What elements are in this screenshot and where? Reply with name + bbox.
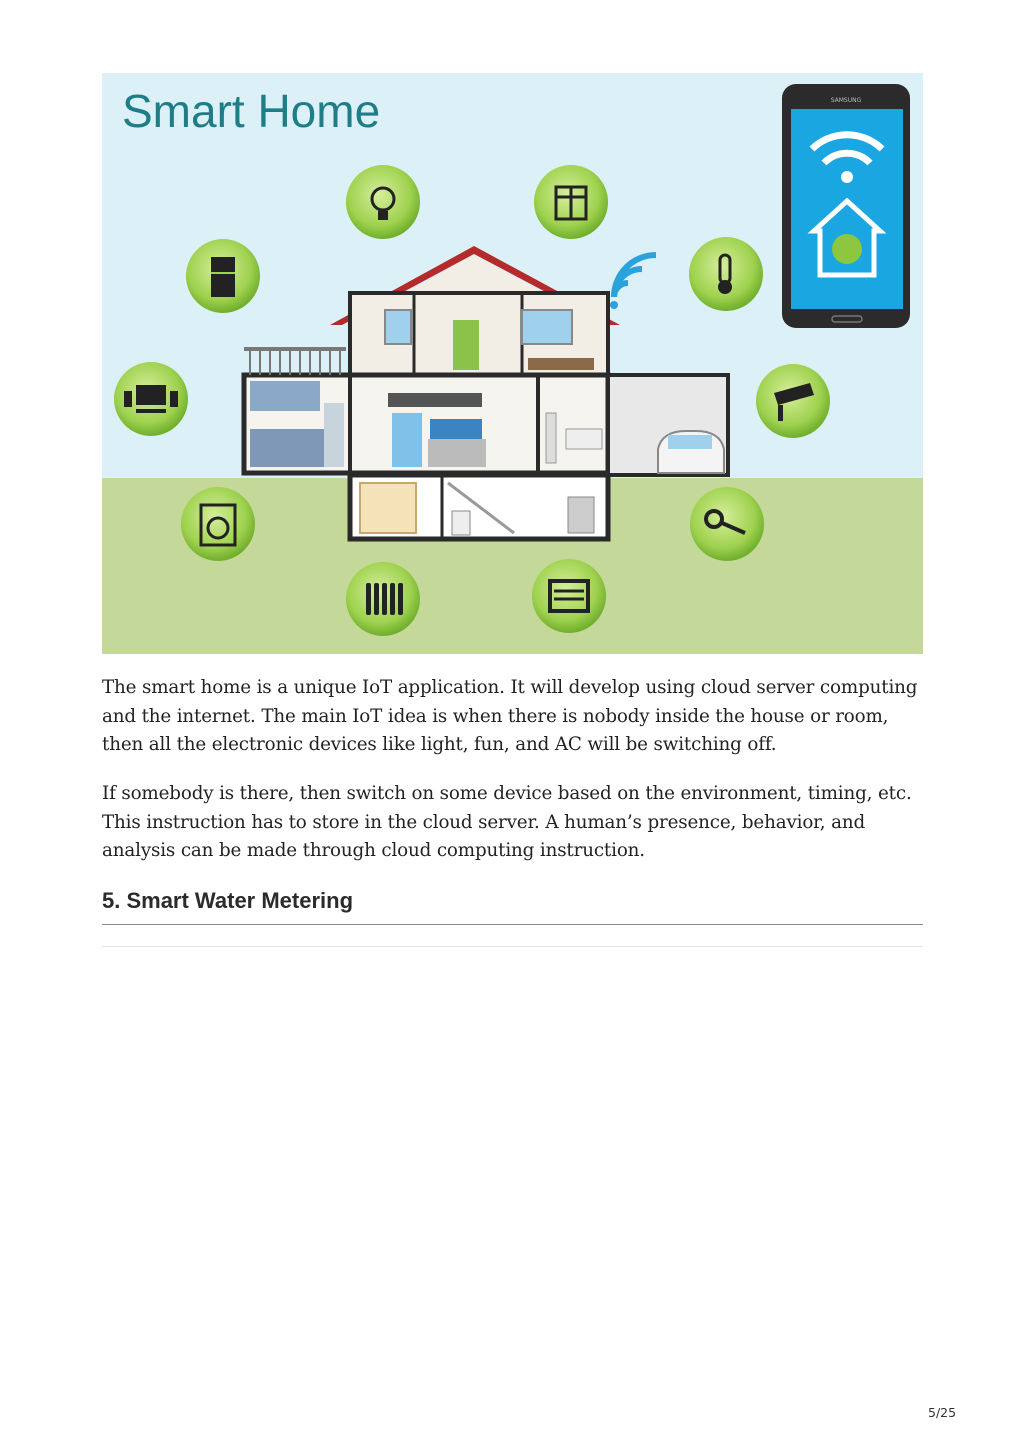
paragraph-line: If somebody is there, then switch on some device based on the environment, timing, etc. — [102, 783, 912, 804]
thermometer-icon — [689, 237, 763, 311]
figure-title: Smart Home — [122, 85, 381, 137]
refrigerator-icon — [186, 239, 260, 313]
window-blinds-icon — [534, 165, 608, 239]
washing-machine-icon — [181, 487, 255, 561]
paragraph-smart-home-presence — [102, 780, 932, 866]
paragraph-smart-home-intro — [102, 674, 932, 760]
security-camera-icon — [756, 364, 830, 438]
paragraph-line: then all the electronic devices like light, fun, and AC will be switching off. — [102, 734, 777, 755]
paragraph-line: The smart home is a unique IoT application. It will develop using cloud server computing — [102, 677, 918, 698]
light-bulb-icon — [346, 165, 420, 239]
paragraph-line: This instruction has to store in the cloud server. A human’s presence, behavior, and — [102, 811, 866, 833]
paragraph-line: analysis can be made through cloud computing instruction. — [102, 840, 645, 861]
key-icon — [690, 487, 764, 561]
heading-underline — [102, 924, 923, 925]
smart-home-illustration — [102, 73, 923, 654]
tv-audio-icon — [114, 362, 188, 436]
garage-door-icon — [532, 559, 606, 633]
section-heading: 5. Smart Water Metering — [102, 888, 354, 913]
page-number: 5/25 — [928, 1405, 957, 1420]
radiator-icon — [346, 562, 420, 636]
paragraph-line: and the internet. The main IoT idea is when there is nobody inside the house or room, — [102, 705, 889, 727]
section-divider — [102, 946, 923, 947]
smartphone-illustration — [782, 84, 910, 328]
phone-brand-label: SAMSUNG — [830, 97, 862, 104]
